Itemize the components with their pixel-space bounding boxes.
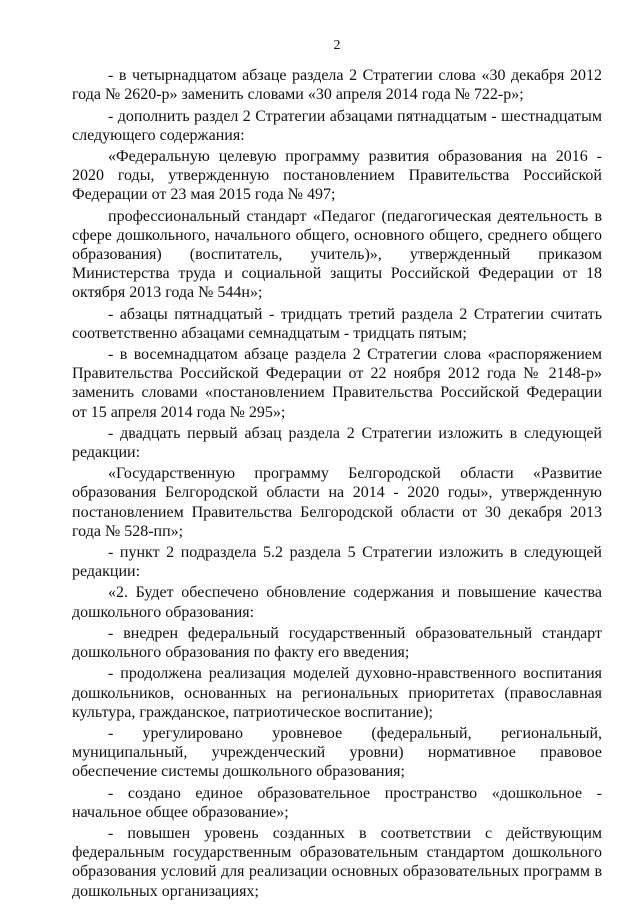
paragraph: - в четырнадцатом абзаце раздела 2 Стратегии слова «30 декабря 2012 года № 2620-р» заменить словами «30 апреля 2014 года № 722-р»; bbox=[72, 67, 602, 104]
body-text bbox=[72, 66, 602, 901]
page-number: 2 bbox=[333, 38, 341, 53]
paragraph: - пункт 2 подраздела 5.2 раздела 5 Стратегии изложить в следующей редакции: bbox=[72, 544, 602, 581]
paragraph: - внедрен федеральный государственный образовательный стандарт дошкольного образования по факту его введения; bbox=[72, 624, 602, 662]
paragraph: - повышен уровень созданных в соответствии с действующим федеральным государственным образовательным стандартом дошкольного образования условий для реализации основных образовательных программ в дошкольных организациях; bbox=[72, 824, 602, 900]
paragraph: «Государственную программу Белгородской области «Развитие образования Белгородской области на 2014 - 2020 годы», утвержденную постановлением Правительства Белгородской области от 30 декабря 2013 года № 528-пп»; bbox=[72, 465, 602, 540]
paragraph: профессиональный стандарт «Педагог (педагогическая деятельность в сфере дошкольного, начального общего, основного общего, среднего общего образования) (воспитатель, учитель)», утвержденный приказом Министерства труда и социальной защиты Российской Федерации от 18 октября 2013 года № 544н»; bbox=[72, 207, 602, 302]
paragraph: «2. Будет обеспечено обновление содержания и повышение качества дошкольного образования: bbox=[72, 584, 602, 621]
paragraph: - дополнить раздел 2 Стратегии абзацами пятнадцатым - шестнадцатым следующего содержания: bbox=[72, 107, 602, 144]
paragraph: - абзацы пятнадцатый - тридцать третий раздела 2 Стратегии считать соответственно абзацами семнадцатым - тридцать пятым; bbox=[72, 305, 602, 342]
paragraph: - урегулировано уровневое (федеральный, региональный, муниципальный, учрежденческий уровни) нормативное правовое обеспечение системы дошкольного образования; bbox=[72, 724, 602, 781]
paragraph: «Федеральную целевую программу развития образования на 2016 - 2020 годы, утвержденную постановлением Правительства Российской Федерации от 23 мая 2015 года № 497; bbox=[72, 148, 602, 204]
paragraph: - создано единое образовательное пространство «дошкольное - начальное общее образование»; bbox=[72, 784, 602, 821]
paragraph: - в восемнадцатом абзаце раздела 2 Стратегии слова «распоряжением Правительства Российской Федерации от 22 ноября 2012 года № 2148-р» заменить словами «постановлением Правительства Российской Федерации от 15 апреля 2014 года № 295»; bbox=[72, 346, 602, 421]
paragraph: - двадцать первый абзац раздела 2 Стратегии изложить в следующей редакции: bbox=[72, 424, 602, 462]
paragraph: - продолжена реализация моделей духовно-нравственного воспитания дошкольников, основанных на региональных приоритетах (православная культура, гражданское, патриотическое воспитание); bbox=[72, 665, 602, 721]
